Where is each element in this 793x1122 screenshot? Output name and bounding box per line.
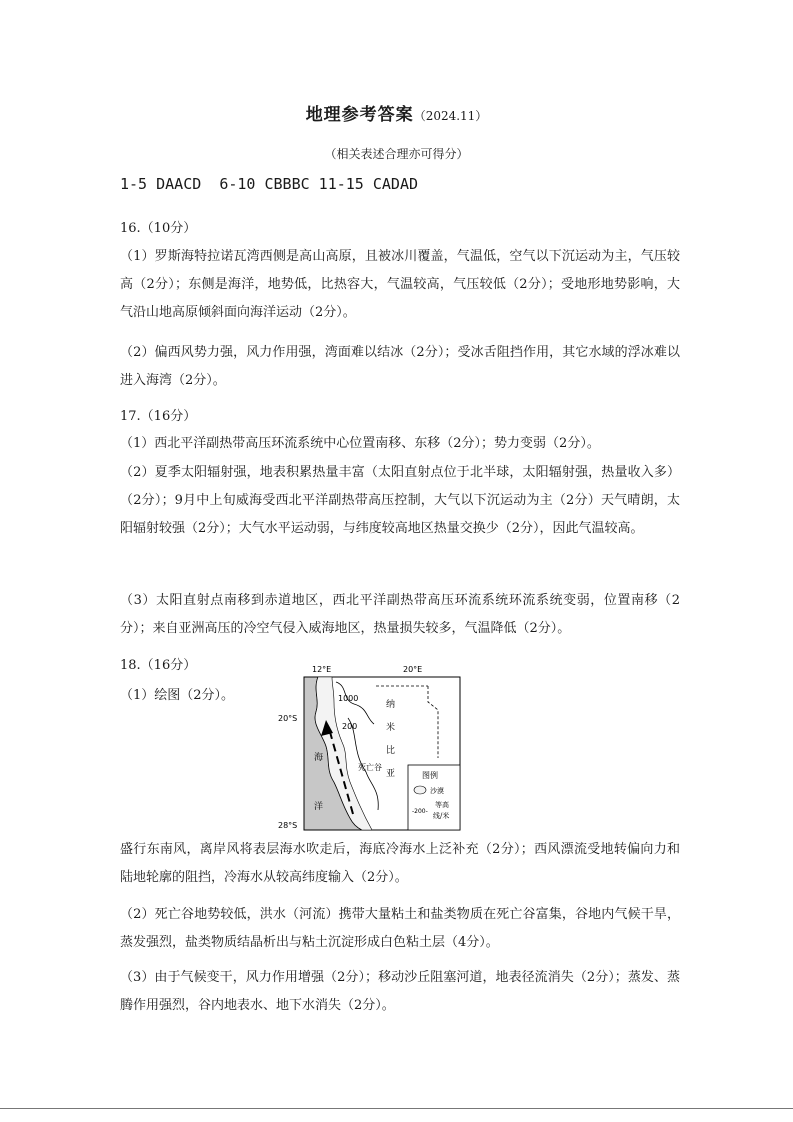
choice-answers: 1-5 DAACD 6-10 CBBBC 11-15 CADAD [120, 175, 419, 193]
q17-heading: 17.（16分） [120, 409, 197, 424]
q18-part1-label: （1）绘图（2分）。 [120, 688, 235, 703]
title-text: 地理参考答案 [305, 105, 414, 125]
legend-contour-value: -200- [412, 808, 428, 815]
page-title [0, 100, 793, 125]
q17-part1: （1）西北平洋副热带高压环流系统中心位置南移、东移（2分）；势力变弱（2分）。 [120, 436, 600, 451]
title-year: （2024.11） [413, 109, 488, 123]
legend-contour-label-1: 等高 [435, 801, 449, 809]
country-char-2: 米 [386, 723, 396, 733]
legend-desert-label: 沙漠 [430, 787, 444, 795]
lat-20s: 20°S [278, 714, 298, 723]
q18-part2: （2）死亡谷地势较低，洪水（河流）携带大量粘土和盐类物质在死亡谷富集，谷地内气候干旱，蒸发强烈，盐类物质结晶析出与粘土沉淀形成白色粘土层（4分）。 [120, 907, 680, 950]
legend-contour-label-2: 线/米 [433, 812, 450, 820]
legend-desert-icon [414, 786, 426, 794]
q18-part1-text: 盛行东南风，离岸风将表层海水吹走后，海底冷海水上泛补充（2分）；西风漂流受地转偏向力和陆地轮廓的阻挡，冷海水从较高纬度输入（2分）。 [120, 842, 680, 885]
map-svg [278, 662, 468, 837]
legend-title: 图例 [422, 771, 438, 780]
contour-200-label: 200 [342, 722, 358, 731]
q16-part2: （2）偏西风势力强，风力作用强，湾面难以结冰（2分）；受冰舌阻挡作用，其它水域的浮冰难以进入海湾（2分）。 [120, 345, 680, 388]
lat-28s: 28°S [278, 821, 298, 830]
country-char-1: 纳 [386, 700, 396, 710]
namibia-map [278, 662, 468, 837]
footer-rule [0, 1108, 793, 1109]
lon-12e: 12°E [312, 665, 332, 674]
q18-heading: 18.（16分） [120, 658, 197, 673]
ocean-char-2: 洋 [314, 802, 324, 812]
country-char-4: 亚 [386, 769, 396, 779]
contour-1000-label: 1000 [338, 694, 359, 703]
q17-part2: （2）夏季太阳辐射强，地表积累热量丰富（太阳直射点位于北半球，太阳辐射强，热量收入多）（2分）；9月中上旬威海受西北平洋副热带高压控制，大气以下沉运动为主（2分）天气晴朗，太阳辐射较强（2分）；大气水平运动弱，与纬度较高地区热量交换少（2分），因此气温较高。 [120, 465, 680, 536]
q17-part3: （3）太阳直射点南移到赤道地区，西北平洋副热带高压环流系统环流系统变弱，位置南移（2分）；来自亚洲高压的冷空气侵入威海地区，热量损失较多，气温降低（2分）。 [120, 593, 680, 636]
ocean-char-1: 海 [314, 753, 324, 763]
q16-heading: 16.（10分） [120, 221, 197, 236]
country-char-3: 比 [386, 746, 396, 756]
lon-20e: 20°E [403, 665, 423, 674]
death-valley-label: 死亡谷 [358, 763, 382, 772]
q16-part1: （1）罗斯海特拉诺瓦湾西侧是高山高原，且被冰川覆盖，气温低，空气以下沉运动为主，气压较高（2分）；东侧是海洋，地势低，比热容大，气温较高，气压较低（2分）；受地形地势影响，大气沿山地高原倾斜面向海洋运动（2分）。 [120, 249, 680, 320]
subtitle: （相关表述合理亦可得分） [324, 147, 469, 161]
q18-part3: （3）由于气候变干，风力作用增强（2分）；移动沙丘阻塞河道，地表径流消失（2分）；蒸发、蒸腾作用强烈，谷内地表水、地下水消失（2分）。 [120, 970, 680, 1013]
